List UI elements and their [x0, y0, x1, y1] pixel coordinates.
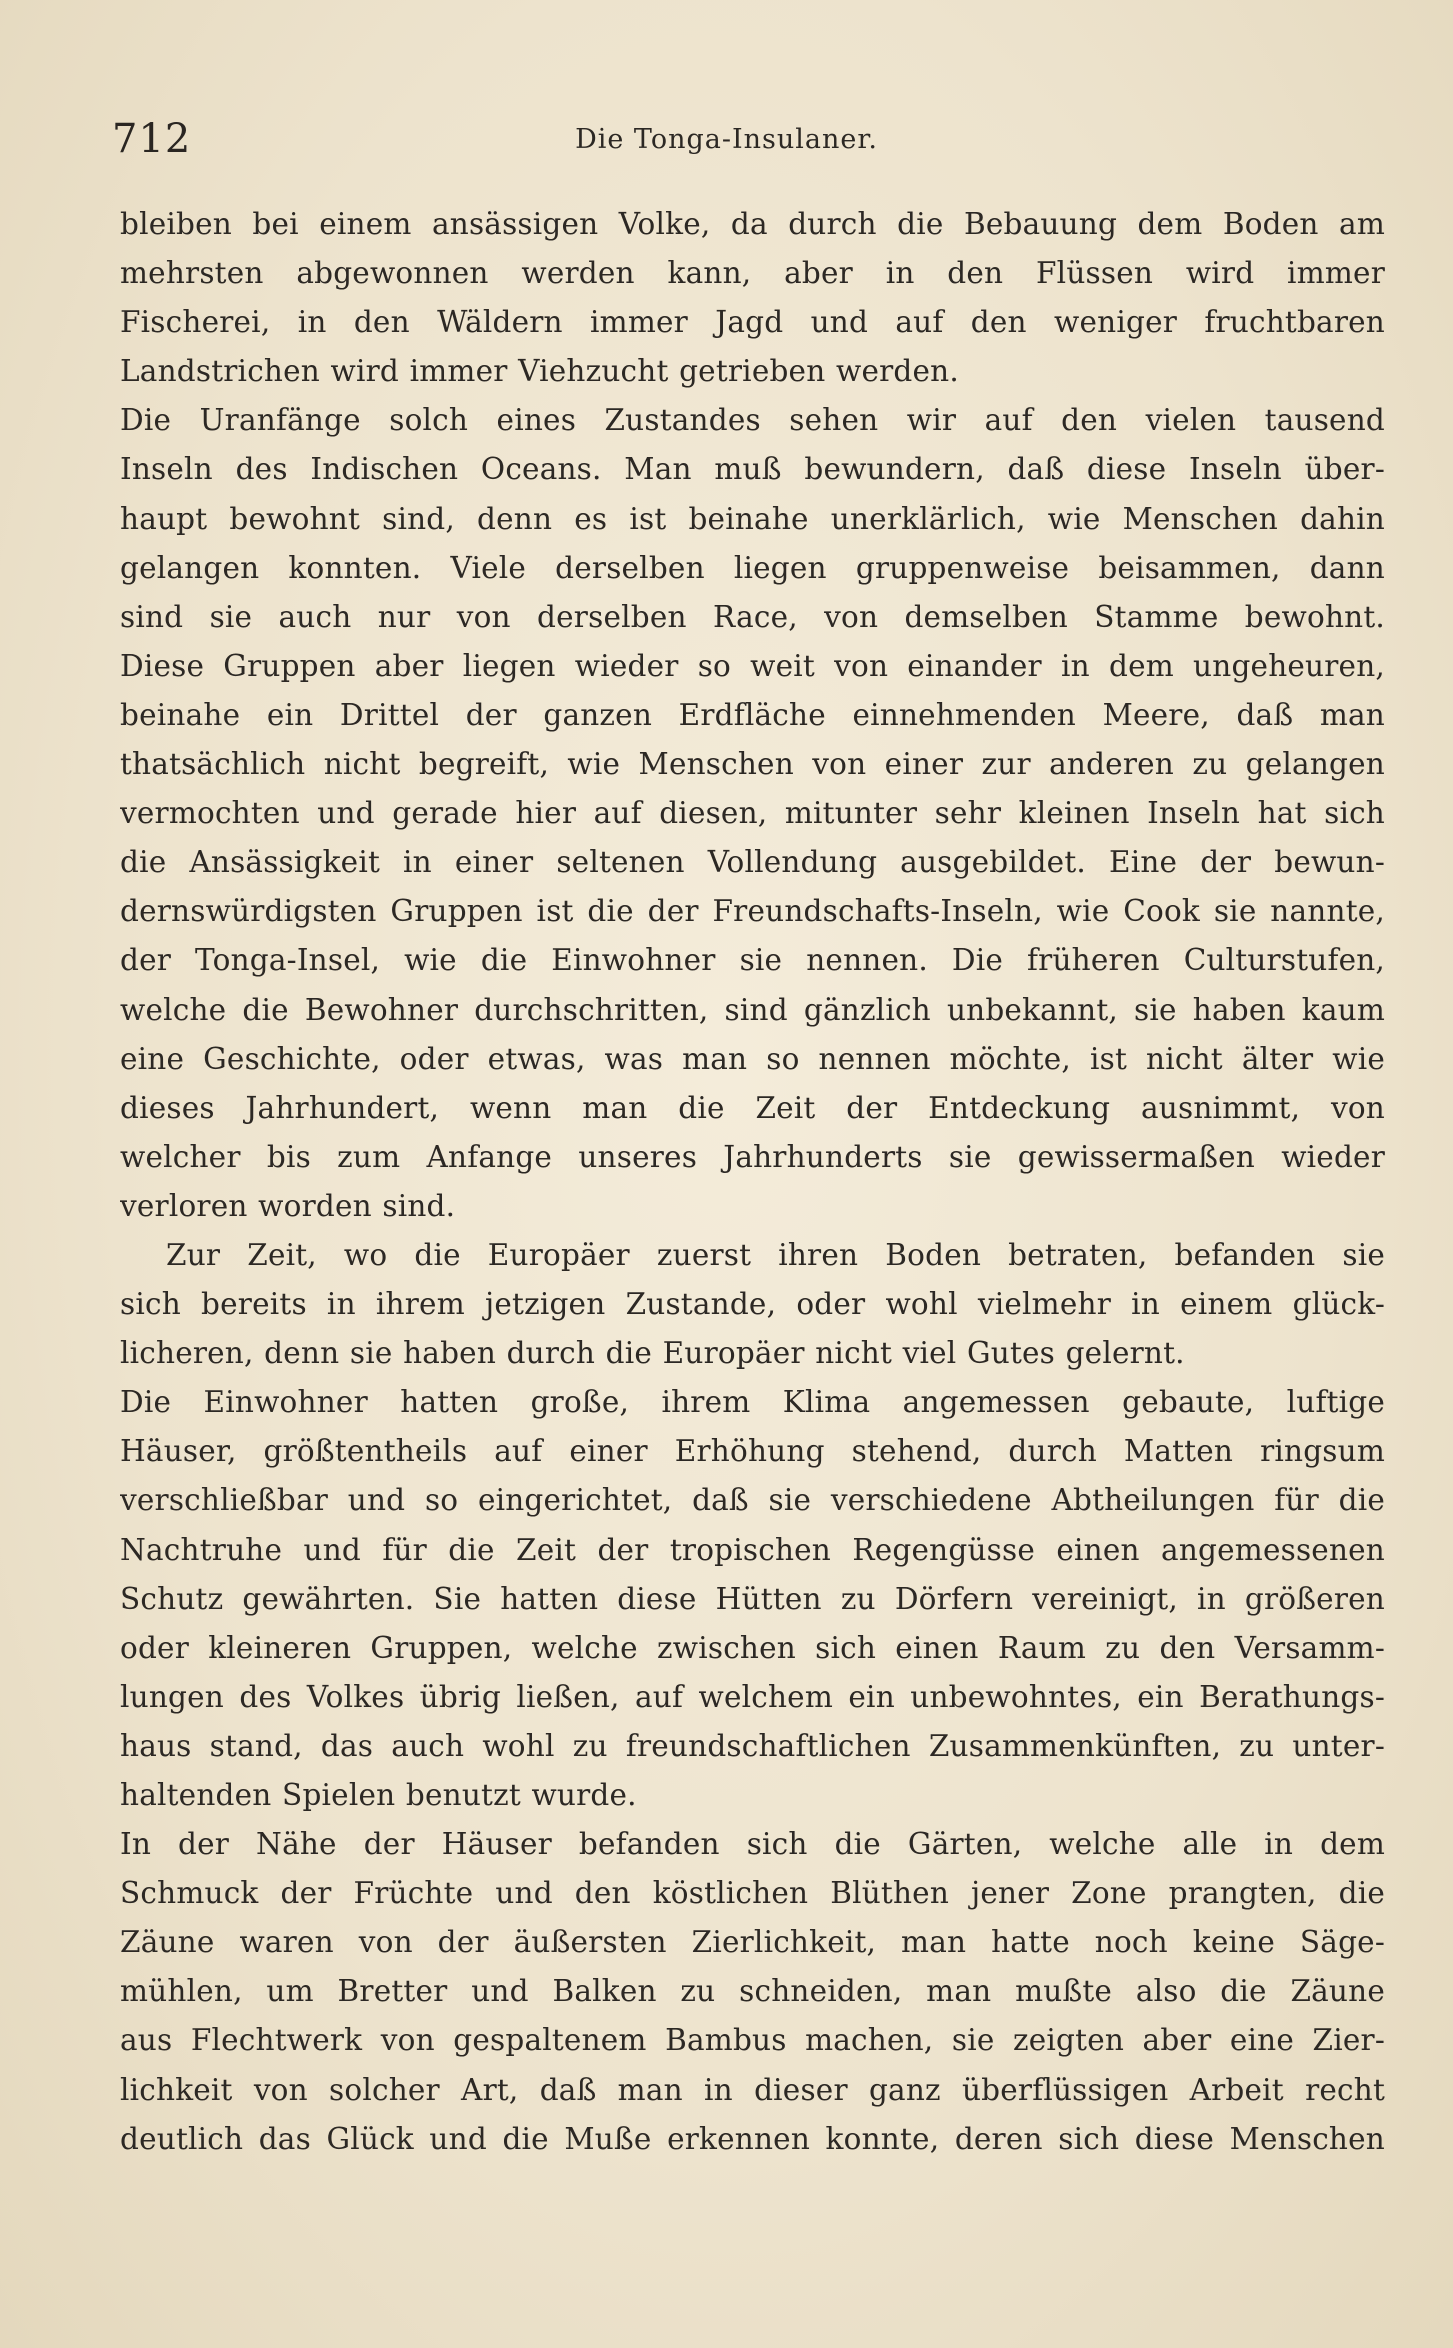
text-line: mehrsten abgewonnen werden kann, aber in den Flüssen wird immer	[120, 256, 1385, 291]
text-line: Schutz gewährten. Sie hatten diese Hütten zu Dörfern vereinigt, in größeren	[120, 1581, 1385, 1616]
page-number: 712	[112, 116, 192, 162]
text-line: mühlen, um Bretter und Balken zu schneiden, man mußte also die Zäune	[120, 1974, 1385, 2009]
text-line: beinahe ein Drittel der ganzen Erdfläche einnehmenden Meere, daß man	[120, 697, 1385, 732]
text-line: vermochten und gerade hier auf diesen, mitunter sehr kleinen Inseln hat sich	[120, 796, 1385, 831]
text-line: aus Flechtwerk von gespaltenem Bambus machen, sie zeigten aber eine Zier-	[120, 2023, 1385, 2058]
text-line: sich bereits in ihrem jetzigen Zustande, oder wohl vielmehr in einem glück-	[120, 1287, 1385, 1322]
text-line: gelangen konnten. Viele derselben liegen gruppenweise beisammen, dann	[120, 550, 1385, 585]
text-line: Schmuck der Früchte und den köstlichen Blüthen jener Zone prangten, die	[120, 1876, 1385, 1911]
text-line: In der Nähe der Häuser befanden sich die Gärten, welche alle in dem	[120, 1827, 1385, 1862]
text-line: welcher bis zum Anfange unseres Jahrhunderts sie gewissermaßen wieder	[120, 1139, 1385, 1174]
text-line: welche die Bewohner durchschritten, sind gänzlich unbekannt, sie haben kaum	[120, 992, 1385, 1027]
text-line: lungen des Volkes übrig ließen, auf welchem ein unbewohntes, ein Berathungs-	[120, 1679, 1385, 1714]
text-line: die Ansässigkeit in einer seltenen Vollendung ausgebildet. Eine der bewun-	[120, 845, 1385, 880]
running-title: Die Tonga-Insulaner.	[575, 124, 878, 155]
text-line: sind sie auch nur von derselben Race, von demselben Stamme bewohnt.	[120, 599, 1385, 634]
text-line: Diese Gruppen aber liegen wieder so weit von einander in dem ungeheuren,	[120, 648, 1385, 683]
text-line: licheren, denn sie haben durch die Europäer nicht viel Gutes gelernt.	[120, 1336, 1185, 1371]
text-line: Nachtruhe und für die Zeit der tropischen Regengüsse einen angemessenen	[120, 1532, 1385, 1567]
text-line: eine Geschichte, oder etwas, was man so nennen möchte, ist nicht älter wie	[120, 1041, 1385, 1076]
text-line: haltenden Spielen benutzt wurde.	[120, 1778, 637, 1812]
text-line: Zäune waren von der äußersten Zierlichkeit, man hatte noch keine Säge-	[120, 1925, 1385, 1960]
text-line: Zur Zeit, wo die Europäer zuerst ihren Boden betraten, befanden sie	[166, 1237, 1385, 1272]
text-line: der Tonga-Insel, wie die Einwohner sie nennen. Die früheren Culturstufen,	[120, 943, 1385, 978]
body-text	[120, 200, 1385, 2164]
text-line: verschließbar und so eingerichtet, daß sie verschiedene Abtheilungen für die	[120, 1483, 1385, 1518]
text-line: Die Einwohner hatten große, ihrem Klima angemessen gebaute, luftige	[120, 1385, 1385, 1420]
text-line: Häuser, größtentheils auf einer Erhöhung stehend, durch Matten ringsum	[120, 1434, 1385, 1469]
text-line: oder kleineren Gruppen, welche zwischen sich einen Raum zu den Versamm-	[120, 1630, 1385, 1665]
text-line: lichkeit von solcher Art, daß man in dieser ganz überflüssigen Arbeit recht	[120, 2072, 1385, 2107]
text-line: dieses Jahrhundert, wenn man die Zeit der Entdeckung ausnimmt, von	[120, 1090, 1385, 1125]
text-line: thatsächlich nicht begreift, wie Menschen von einer zur anderen zu gelangen	[120, 747, 1385, 782]
text-line: Die Uranfänge solch eines Zustandes sehen wir auf den vielen tausend	[120, 403, 1385, 438]
text-line: Fischerei, in den Wäldern immer Jagd und auf den weniger fruchtbaren	[120, 305, 1385, 340]
text-line: haus stand, das auch wohl zu freundschaftlichen Zusammenkünften, zu unter-	[120, 1728, 1385, 1763]
text-line: deutlich das Glück und die Muße erkennen konnte, deren sich diese Menschen	[120, 2121, 1385, 2156]
text-line: Landstrichen wird immer Viehzucht getrieben werden.	[120, 354, 959, 389]
text-line: bleiben bei einem ansässigen Volke, da durch die Bebauung dem Boden am	[120, 207, 1385, 241]
text-line: dernswürdigsten Gruppen ist die der Freundschafts-Inseln, wie Cook sie nannte,	[120, 894, 1385, 929]
text-line: haupt bewohnt sind, denn es ist beinahe unerklärlich, wie Menschen dahin	[120, 501, 1385, 536]
text-line: Inseln des Indischen Oceans. Man muß bewundern, daß diese Inseln über-	[120, 452, 1385, 487]
text-line: verloren worden sind.	[120, 1188, 456, 1223]
